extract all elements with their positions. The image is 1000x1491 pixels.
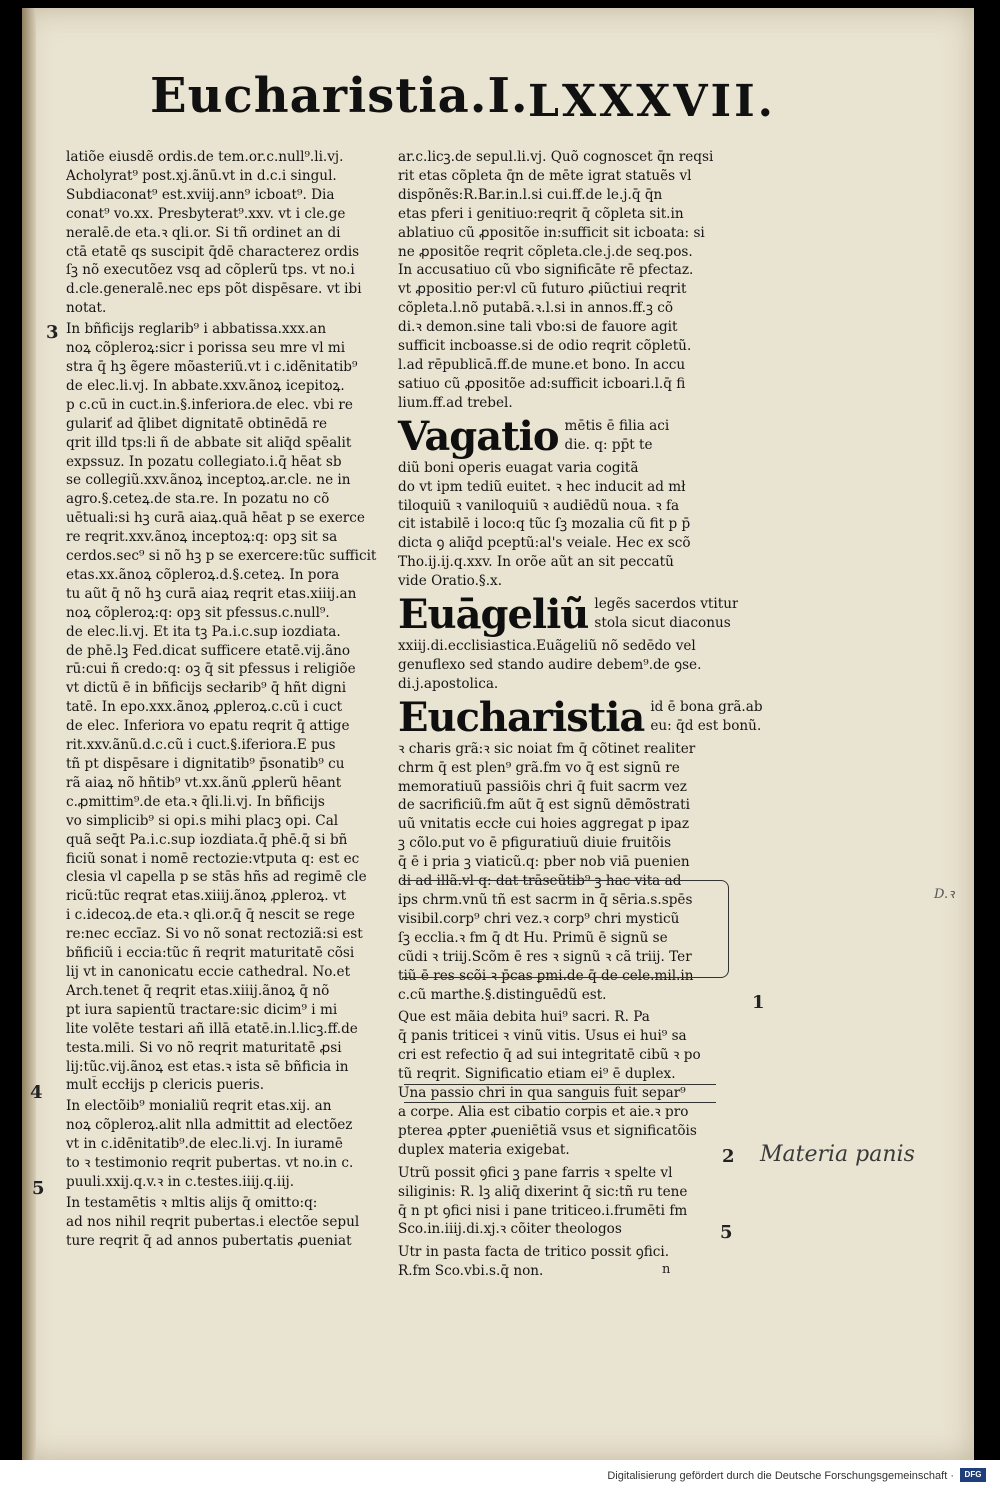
text-line: cri est refectio q̄ ad sui integritatē cibũ ꝛ po xyxy=(398,1047,701,1064)
text-line: diũ boni operis euagat varia cogitã xyxy=(398,459,639,476)
left-para-a xyxy=(66,148,388,318)
text-line: ture reqrit q̄ ad annos pubertatis ꝓueniat xyxy=(66,1232,352,1249)
ink-bracket-annotation xyxy=(402,880,729,978)
text-line: di.ꝛ demon.sine tali vbo:si de fauore agit xyxy=(398,319,678,336)
text-line: cerdos.sec⁹ si nõ hꝫ p se exercere:tũc sufficit xyxy=(66,548,377,565)
pasta-text xyxy=(398,1243,734,1281)
text-line: tu aũt q̄ nõ hꝫ curā aiaꝝ reqrit etas.xiiij.an xyxy=(66,585,357,602)
text-line: uētuali:si hꝫ curā aiaꝝ.quā hēat p se exerce xyxy=(66,510,365,527)
text-line: ctā etatē qs suscipit q̄dē characterez ordis xyxy=(66,243,360,260)
text-line: In bñficijs reglarib⁹ i abbatissa.xxx.an xyxy=(66,321,327,338)
text-line: agro.§.ceteꝝ.de sta.re. In pozatu no cõ xyxy=(66,491,330,508)
text-line: Acholyrat⁹ post.xj.ãnū.vt in d.c.i singul. xyxy=(66,167,337,184)
text-line: ricũ:tũc reqrat etas.xiiij.ãnoꝝ ꝓpleroꝝ. vt xyxy=(66,888,347,905)
text-line: de elec.li.vj. In abbate.xxv.ãnoꝝ icepitoꝝ. xyxy=(66,377,345,394)
entry-euangelium xyxy=(398,591,739,639)
headword-tail-line: die. q: pp̄t te xyxy=(564,436,653,453)
text-line: ar.c.licꝫ.de sepul.li.vj. Quõ cognoscet q̄n reqsi xyxy=(398,149,714,165)
text-line: c.ꝓmittim⁹.de eta.ꝛ q̄li.li.vj. In bñficijs xyxy=(66,793,325,810)
text-line: ficiũ sonat i nomē rectozie:vtputa q: est ec xyxy=(66,850,360,867)
ink-underline-2 xyxy=(404,1102,716,1103)
text-line: qrit illd tps:li ñ de abbate sit aliq̄d spēalit xyxy=(66,434,352,451)
text-line: de phē.lꝫ Fed.dicat sufficere etatē.vij.ãno xyxy=(66,642,351,659)
text-line: satiuo cũ ꝓpositõe ad:sufficit icboari.l.q̄ fi xyxy=(398,375,686,392)
text-line: duplex materia exigebat. xyxy=(398,1141,570,1158)
text-line: lite volēte testari añ illā etatē.in.l.licꝫ.ff.de xyxy=(66,1020,358,1037)
text-line: testa.mili. Si vo nõ reqrit maturitatē ꝓsi xyxy=(66,1039,342,1056)
text-line: stra q̄ hꝫ ẽgere mõasteriũ.vt i c.idẽnitatib⁹ xyxy=(66,358,358,375)
text-line: Utrũ possit ꝯfici ꝫ pane farris ꝛ spelte vl xyxy=(398,1164,673,1181)
text-line: lium.ff.ad trebel. xyxy=(398,394,513,411)
text-line: l.ad rēpublicā.ff.de mune.et bono. In accu xyxy=(398,356,686,373)
margin-number-5-right: 5 xyxy=(720,1222,733,1243)
text-line: Que est mãia debita hui⁹ sacri. R. Pa xyxy=(398,1009,650,1026)
right-para-a xyxy=(398,148,734,413)
text-line: lij vt in canonicatu eccie cathedral. No.et xyxy=(66,963,351,980)
text-line: etas.xx.ãnoꝝ cõpleroꝝ.d.§.ceteꝝ. In pora xyxy=(66,566,340,583)
text-line: ad nos nihil reqrit pubertas.i electõe sepul xyxy=(66,1213,360,1230)
text-line: i c.idecoꝝ.de eta.ꝛ qli.or.q̄ q̄ nescit se rege xyxy=(66,907,355,924)
handwritten-note-materia-panis: Materia panis xyxy=(760,1142,915,1167)
headword-eucharistia: Eucharistia xyxy=(398,693,645,741)
text-line: noꝝ cõpleroꝝ:q: opꝫ sit pfessus.c.null⁹. xyxy=(66,604,330,621)
text-line: gulariť ad q̄libet dignitatē obtinēdā re xyxy=(66,415,328,432)
farris-text xyxy=(398,1164,734,1240)
text-line: ablatiuo cũ ꝓpositõe in:sufficit sit icboata: si xyxy=(398,224,705,241)
text-line: tiũ ē res scõi ꝛ p̄cas ꝑmi.de q̄ de cele.mil.in xyxy=(398,967,694,984)
text-line: di.j.apostolica. xyxy=(398,675,499,692)
footer-bar xyxy=(0,1460,1000,1491)
text-line: bñficiũ i eccia:tũc ñ reqrit maturitatē cõsi xyxy=(66,945,355,962)
margin-number-1: 1 xyxy=(752,992,765,1013)
left-para-d xyxy=(66,1194,388,1251)
text-line: ips chrm.vnũ tñ est sacrm in q̄ sēria.s.spēs xyxy=(398,892,693,908)
text-line: ꝫ cõlo.put vo ē pfiguratiuũ diuie fruitõis xyxy=(398,835,672,852)
text-line: ne ꝓpositõe reqrit cõpleta.cle.j.de seq.pos. xyxy=(398,243,693,260)
text-line: re:nec eccīaz. Si vo nõ sonat rectoziã:si est xyxy=(66,926,363,943)
text-line: Subdiaconat⁹ est.xviij.ann⁹ icboat⁹. Dia xyxy=(66,186,335,203)
text-line: In electõib⁹ monialiũ reqrit etas.xij. an xyxy=(66,1098,332,1115)
text-line: In accusatiuo cũ vbo significāte rē pfectaz. xyxy=(398,262,694,279)
right-column xyxy=(398,148,763,1281)
text-line: etas pferi i genitiuo:reqrit q̄ cõpleta sit.in xyxy=(398,205,684,222)
text-line: vo simplicib⁹ si opi.s mihi placꝫ opi. Cal xyxy=(66,812,339,829)
text-line: de sacrificiũ.fm aũt q̄ est signũ dēmõstrati xyxy=(398,797,690,814)
text-line: ꝛ charis grã:ꝛ sic noiat fm q̄ cõtinet realiter xyxy=(398,740,696,757)
text-line: In testamētis ꝛ mltis alijs q̄ omitto:q: xyxy=(66,1194,318,1211)
text-line: noꝝ cõpleroꝝ:sicr i porissa seu mre vl mi xyxy=(66,340,346,357)
headword-euangelium: Euāgeliũ xyxy=(398,591,589,639)
margin-number-5-left: 5 xyxy=(32,1178,45,1199)
text-line: latiõe eiusdẽ ordis.de tem.or.c.null⁹.li.vj. xyxy=(66,149,344,165)
text-line: puuli.xxij.q.v.ꝛ in c.testes.iiij.q.iij. xyxy=(66,1173,295,1190)
handwritten-note-small: D.ꝛ xyxy=(934,887,955,902)
signature-mark: n xyxy=(662,1262,671,1277)
text-line: Sco.in.iiij.di.xj.ꝛ cõiter theologos xyxy=(398,1221,622,1238)
footer-credit: Digitalisierung gefördert durch die Deutsche Forschungsgemeinschaft · xyxy=(607,1470,954,1482)
text-line: Una passio chri in qua sanguis fuit separ⁹ xyxy=(398,1085,686,1102)
text-line: pt iura sapientũ tractare:sic dicim⁹ i mi xyxy=(66,1001,338,1018)
text-line: uũ vnitatis eccłe cui hoies aggregat p ipaz xyxy=(398,816,689,833)
text-line: siliginis: R. lꝫ aliq̄ dixerint q̄ sic:tñ ru tene xyxy=(398,1183,688,1200)
text-line: neralē.de eta.ꝛ qli.or. Si tñ ordinet an di xyxy=(66,224,341,241)
left-para-b xyxy=(66,320,388,1095)
left-para-c xyxy=(66,1097,388,1192)
text-line: R.fm Sco.vbi.s.q̄ non. xyxy=(398,1263,544,1280)
text-line: d.cle.generalē.nec eps põt dispēsare. vt ibi xyxy=(66,281,362,298)
text-line: clesia vl capella p se stās hñs ad regimē cle xyxy=(66,869,367,886)
text-line: visibil.corp⁹ chri vez.ꝛ corp⁹ chri mysticũ xyxy=(398,910,680,927)
euangelium-head-tail xyxy=(594,595,738,633)
text-line: quã seq̄t Pa.i.c.sup iozdiata.q̄ phē.q̄ si bñ xyxy=(66,831,348,848)
text-line: dicta ꝯ aliq̄d pceptũ:al's veiale. Hec ex scõ xyxy=(398,535,691,552)
text-line: expssuz. In pozatu collegiato.i.q̄ hēat sb xyxy=(66,453,342,470)
text-line: Utr in pasta facta de tritico possit ꝯfici. xyxy=(398,1244,670,1261)
text-line: vt dictũ ē in bñficijs secłarib⁹ q̄ hñt digni xyxy=(66,680,347,697)
text-line: p c.cū in cuct.in.§.inferiora.de elec. vbi re xyxy=(66,396,353,413)
text-line: di ad illã.vl q: dat trāseũtib⁹ ꝫ hac vita ad xyxy=(398,873,682,890)
vagatio-text xyxy=(398,459,734,591)
headword-tail-line: stola sicut diaconus xyxy=(594,614,731,631)
headword-tail-line: mētis ē filia aci xyxy=(564,417,670,434)
left-column xyxy=(66,148,388,1251)
text-line: a corpe. Alia est cibatio corpis et aie.ꝛ pro xyxy=(398,1103,689,1120)
running-title: Eucharistia.I. xyxy=(150,68,529,124)
text-line: de elec.li.vj. Et ita tꝫ Pa.i.c.sup iozdiata. xyxy=(66,623,341,640)
text-line: rū:cui ñ credo:q: oꝫ q̄ sit pfessus i religiõe xyxy=(66,661,356,678)
text-line: do vt ipm tediũ euitet. ꝛ hec inducit ad mł xyxy=(398,478,686,495)
text-line: tñ pt dispēsare i dignitatib⁹ p̄sonatib⁹ cu xyxy=(66,756,345,772)
margin-number-2: 2 xyxy=(722,1146,735,1167)
text-line: dispõnẽs:R.Bar.in.l.si cui.ff.de le.j.q̄ q̄n xyxy=(398,186,663,203)
text-line: de elec. Inferiora vo epatu reqrit q̄ attige xyxy=(66,718,350,735)
text-line: tũ reqrit. Significatio etiam ei⁹ ē duplex. xyxy=(398,1066,676,1083)
text-line: vt in c.idēnitatib⁹.de elec.li.vj. In iuramē xyxy=(66,1136,343,1153)
text-line: conat⁹ vo.xx. Presbyterat⁹.xxv. vt i cle.ge xyxy=(66,205,346,222)
text-line: cũdi ꝛ triij.Scõm ē res ꝛ signũ ꝛ cã triij. Ter xyxy=(398,948,692,965)
headword-tail-line: legẽs sacerdos vtitur xyxy=(594,596,739,613)
text-line: lij:tũc.vij.ãnoꝝ est etas.ꝛ ista sē bñficia in xyxy=(66,1058,349,1075)
text-line: rit etas cõpleta q̄n de mēte igrat statuẽs vl xyxy=(398,167,692,184)
text-line: q̄ n pt ꝯfici nisi i pane triticeo.i.frumēti fm xyxy=(398,1202,688,1219)
text-line: sufficit incboasse.si de odio reqrit cõpletũ. xyxy=(398,338,692,355)
text-line: genuflexo sed stando audire debem⁹.de ꝯse. xyxy=(398,656,702,673)
text-line: mult̄ eccłijs p clericis pueris. xyxy=(66,1077,265,1094)
text-line: Tho.ij.ij.q.xxv. In orõe aũt an sit peccatũ xyxy=(398,554,674,571)
text-line: memoratiuũ passiõis chri q̄ fuit sacrm vez xyxy=(398,778,687,795)
dfg-logo: DFG xyxy=(960,1468,986,1482)
text-line: vide Oratio.§.x. xyxy=(398,573,503,590)
text-line: re reqrit.xxv.ãnoꝝ inceptoꝝ:q: opꝫ sit sa xyxy=(66,529,338,546)
text-line: rã aiaꝝ nõ hñtib⁹ vt.xx.ãnũ ꝓplerũ hēant xyxy=(66,774,342,791)
headword-tail-line: eu: q̄d est bonũ. xyxy=(650,717,762,734)
text-line: cõpleta.l.nõ putabã.ꝛ.l.si in annos.ff.ꝫ cõ xyxy=(398,300,674,317)
page-gutter-edge xyxy=(22,8,36,1460)
text-line: cit istabilē i loco:q tũc ſꝫ mozalia cũ fit p p̄ xyxy=(398,516,691,533)
text-line: vt ꝓpositio per:vl cũ futuro ꝓiũctiui reqrit xyxy=(398,281,687,298)
euangelium-text xyxy=(398,637,734,694)
text-line: ſꝫ nõ executõez vsq ad cõplerũ tps. vt no.i xyxy=(66,262,355,279)
text-line: tatē. In epo.xxx.ãnoꝝ ꝓpleroꝝ.c.cũ i cuct xyxy=(66,699,343,716)
eucharistia-head-tail xyxy=(650,698,762,736)
folio-number: LXXXVII. xyxy=(528,76,776,127)
entry-eucharistia xyxy=(398,693,763,741)
text-line: chrm q̄ est plen⁹ grã.fm vo q̄ est signũ re xyxy=(398,759,680,776)
text-line: rit.xxv.ãnũ.d.c.cũ i cuct.§.iferiora.E pus xyxy=(66,737,336,754)
text-line: Arch.tenet q̄ reqrit etas.xiiij.ãnoꝝ q̄ nõ xyxy=(66,982,330,999)
entry-vagatio xyxy=(398,412,734,460)
text-line: ſꝫ ecclia.ꝛ fm q̄ dt Hu. Primũ ē signũ se xyxy=(398,929,668,946)
text-line: q̄ ē i pria ꝫ viaticũ.q: pber nob viā puenien xyxy=(398,854,690,871)
text-line: c.cũ marthe.§.distinguēdũ est. xyxy=(398,986,607,1003)
text-line: noꝝ cõpleroꝝ.alit nlla admittit ad electõez xyxy=(66,1117,353,1134)
margin-number-4: 4 xyxy=(30,1082,43,1103)
text-line: pterea ꝓpter ꝓueniētiã vsus et significatõis xyxy=(398,1122,697,1139)
headword-vagatio: Vagatio xyxy=(398,412,559,460)
text-line: notat. xyxy=(66,300,107,317)
ink-underline-1 xyxy=(404,1084,716,1085)
margin-number-3: 3 xyxy=(46,322,59,343)
text-line: q̄ panis triticei ꝛ vinũ vitis. Usus ei hui⁹ sa xyxy=(398,1028,687,1045)
text-line: xxiij.di.ecclisiastica.Euãgeliũ nõ sedēdo vel xyxy=(398,638,696,655)
vagatio-head-tail xyxy=(565,417,670,455)
text-line: to ꝛ testimonio reqrit pubertas. vt no.in c. xyxy=(66,1155,354,1172)
headword-tail-line: id ē bona grã.ab xyxy=(650,698,763,715)
text-line: se collegiũ.xxv.ãnoꝝ inceptoꝝ.ar.cle. ne in xyxy=(66,472,351,489)
text-line: tiloquiũ ꝛ vaniloquiũ ꝛ audiēdũ noua. ꝛ fa xyxy=(398,497,680,514)
